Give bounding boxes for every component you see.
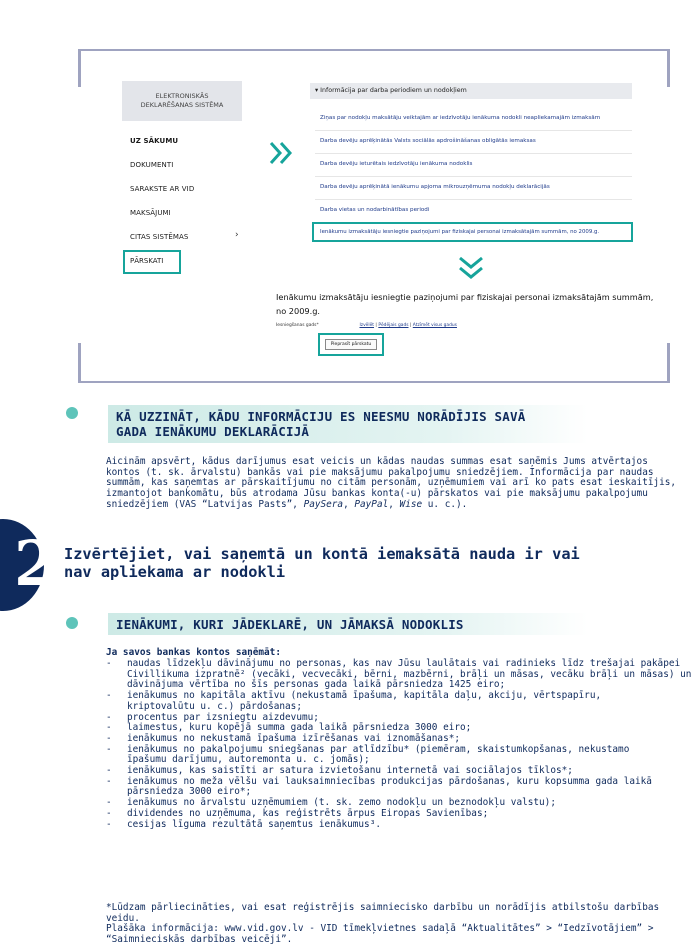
logo-line: DEKLARĒŠANAS SISTĒMA bbox=[140, 101, 224, 109]
section-heading: IENĀKUMI, KURI JĀDEKLARĒ, UN JĀMAKSĀ NODOKLIS bbox=[116, 617, 464, 632]
text-span: u. c.). bbox=[422, 498, 468, 510]
footnote bbox=[106, 903, 696, 946]
heading-line: KĀ UZZINĀT, KĀDU INFORMĀCIJU ES NEESMU NORĀDĪJIS SAVĀ bbox=[116, 409, 526, 424]
list-item bbox=[106, 777, 696, 798]
info-section-header[interactable]: ▾ Informācija par darba periodiem un nodokļiem bbox=[310, 83, 632, 99]
intro-paragraph bbox=[106, 457, 696, 511]
year-label: Iesniegšanas gads* bbox=[276, 323, 319, 328]
text-italic: PaySera bbox=[303, 498, 344, 510]
section-bullet-icon bbox=[66, 617, 78, 629]
text-line: kontos (t. sk. ārvalstu) bankās vai pie maksājumu pakalpojumu sniedzējiem. Informācija par naudas bbox=[106, 466, 654, 478]
list-item-line: - ienākumus no ārvalstu uzņēmumiem (t. sk. zemo nodokļu un beznodokļu valstu); bbox=[127, 797, 556, 809]
list-item-line: - ienākumus, kas saistīti ar satura izvietošanu internetā vai sociālajos tīklos*; bbox=[127, 765, 573, 777]
title-line: Izvērtējiet, vai saņemtā un kontā iemaksātā nauda ir vai bbox=[64, 545, 580, 563]
divider bbox=[315, 130, 632, 131]
list-item-line: - cesijas līguma rezultātā saņemtus ienākumus³. bbox=[127, 818, 381, 830]
report-link[interactable]: Darba devēju ieturētais iedzīvotāju ienākuma nodoklis bbox=[320, 161, 473, 167]
menu-item-correspondence[interactable]: SARAKSTE AR VID bbox=[130, 185, 195, 193]
income-list bbox=[106, 659, 696, 830]
frame-corner bbox=[667, 49, 670, 87]
text-italic: PayPal bbox=[354, 498, 389, 510]
list-item bbox=[106, 659, 696, 691]
menu-item-payments[interactable]: MAKSĀJUMI bbox=[130, 209, 171, 217]
menu-item-documents[interactable]: DOKUMENTI bbox=[130, 161, 174, 169]
list-item-line: - naudas līdzekļu dāvinājumu no personas, kas nav Jūsu laulātais vai radinieks līdz trešajai pakāpei bbox=[127, 658, 681, 669]
list-subheading: Ja savos bankas kontos saņēmāt: bbox=[106, 647, 281, 658]
report-link[interactable]: Ienākumu izmaksātāju iesniegtie paziņojumi par fiziskajai personai izmaksātajām summām, no 2009.g. bbox=[320, 229, 600, 235]
list-item-line: Civillikuma izpratnē² (vecāki, vecvecāki, bērni, mazbērni, brāļi un māsas, vecāku brāļi un māsas) un bbox=[127, 668, 692, 680]
list-item-line: - ienākumus no nekustamā īpašuma izīrēšanas vai iznomāšanas*; bbox=[127, 732, 461, 744]
divider bbox=[315, 176, 632, 177]
heading-line: GADA IENĀKUMU DEKLARĀCIJĀ bbox=[116, 424, 310, 439]
text-span: sniedzējiem (VAS “Latvijas Pasts”, bbox=[106, 498, 304, 510]
divider bbox=[315, 153, 632, 154]
text-line: Plašāka informācija: www.vid.gov.lv - VID tīmekļvietnes sadaļā “Aktualitātes” > “Iedzīvotājiem” > bbox=[106, 923, 654, 935]
list-item bbox=[106, 809, 696, 820]
step-number: 2 bbox=[14, 527, 58, 600]
list-item-line: - procentus par izsniegtu aizdevumu; bbox=[127, 711, 319, 723]
chevron-right-icon: › bbox=[235, 230, 239, 240]
text-line bbox=[106, 500, 696, 511]
highlight-box bbox=[318, 333, 384, 356]
all-years-link[interactable]: Atzīmēt visus gadus bbox=[412, 323, 457, 328]
double-chevron-right-icon bbox=[268, 140, 296, 166]
eds-logo[interactable] bbox=[122, 81, 242, 121]
section-bullet-icon bbox=[66, 407, 78, 419]
list-item-line: - dividendes no uzņēmuma, kas reģistrēts ārpus Eiropas Savienības; bbox=[127, 807, 489, 819]
frame-corner bbox=[78, 49, 81, 87]
text-span: , bbox=[343, 498, 355, 510]
report-title: Ienākumu izmaksātāju iesniegtie paziņojumi par fiziskajai personai izmaksātajām summām, no 2009.g. bbox=[276, 292, 654, 316]
list-item-line: kriptovalūtu u. c.) pārdošanas; bbox=[127, 700, 302, 712]
report-link[interactable]: Darba devēju aprēķinātās Valsts sociālās apdrošināšanas obligātās iemaksas bbox=[320, 138, 536, 144]
text-line: “Saimnieciskās darbības veicēji”. bbox=[106, 934, 293, 946]
list-item bbox=[106, 691, 696, 712]
text-line: *Lūdzam pārliecināties, vai esat reģistrējis saimniecisko darbību un norādījis atbilstošu darbības veidu. bbox=[106, 902, 660, 924]
list-item-line: pārsniedza 3000 eiro*; bbox=[127, 786, 252, 798]
divider bbox=[315, 199, 632, 200]
logo-line: ELEKTRONISKĀS bbox=[155, 92, 209, 100]
list-item bbox=[106, 745, 696, 766]
year-selector: Iesniegšanas gads* Izvēlēt | Pēdējais gads | Atzīmēt visus gadus bbox=[276, 323, 457, 328]
menu-item-other-systems[interactable]: CITAS SISTĒMAS bbox=[130, 233, 189, 241]
text-line: izmantojot bankomātu, būs atrodama Jūsu bankas konta(-u) pārskatos vai pie maksājumu pakalpojumu bbox=[106, 488, 648, 500]
menu-item-home[interactable]: UZ SĀKUMU bbox=[130, 137, 179, 145]
text-line: Aicinām apsvērt, kādus darījumus esat veicis un kādas naudas summas esat saņēmis Jums atvērtajos bbox=[106, 456, 648, 467]
report-link[interactable]: Ziņas par nodokļu maksātāju veiktajām ar iedzīvotāju ienākuma nodokli neapliekamajām izmaksām bbox=[320, 115, 601, 121]
report-link[interactable]: Darba vietas un nodarbinātības periodi bbox=[320, 207, 430, 213]
list-item bbox=[106, 820, 696, 831]
frame-corner bbox=[78, 343, 81, 381]
title-line: nav apliekama ar nodokli bbox=[64, 563, 286, 581]
text-line: summām, kas saņemtas ar pārskaitījumu no citām personām, uzņēmumiem vai arī ko pats esat ieskaitījis, bbox=[106, 477, 677, 489]
list-item-line: īpašumu darījumu, autoremonta u. c. jomās); bbox=[127, 754, 370, 766]
text-span: , bbox=[388, 498, 400, 510]
text-italic: Wise bbox=[399, 498, 423, 510]
double-chevron-down-icon bbox=[457, 256, 485, 282]
report-link[interactable]: Darba devēju aprēķinātā ienākumu apjoma mikrouzņēmuma nodokļu deklarācijās bbox=[320, 184, 550, 190]
list-item-line: dāvinājuma vērtība no šīs personas gada laikā pārsniedza 1425 eiro; bbox=[127, 679, 506, 691]
select-year-link[interactable]: Izvēlēt bbox=[359, 323, 375, 328]
section-heading bbox=[116, 409, 525, 439]
list-item-line: - ienākumus no kapitāla aktīvu (nekustamā īpašuma, kapitāla daļu, akciju, vērtspapīru, bbox=[127, 690, 602, 702]
last-year-link[interactable]: Pēdējais gads bbox=[378, 323, 409, 328]
request-report-button[interactable]: Pieprasīt pārskatu bbox=[325, 339, 378, 350]
step-title bbox=[64, 545, 674, 581]
frame-corner bbox=[667, 343, 670, 381]
list-item-line: - laimestus, kuru kopējā summa gada laikā pārsniedza 3000 eiro; bbox=[127, 722, 472, 734]
list-item-line: - ienākumus no pakalpojumu sniegšanas par atlīdzību* (piemēram, skaistumkopšanas, nekustamo bbox=[127, 743, 630, 755]
menu-item-reports[interactable]: PĀRSKATI bbox=[130, 257, 164, 265]
list-item-line: - ienākumus no meža vēlšu vai lauksaimniecības produkcijas pārdošanas, kuru kopsumma gada laikā bbox=[127, 775, 652, 787]
